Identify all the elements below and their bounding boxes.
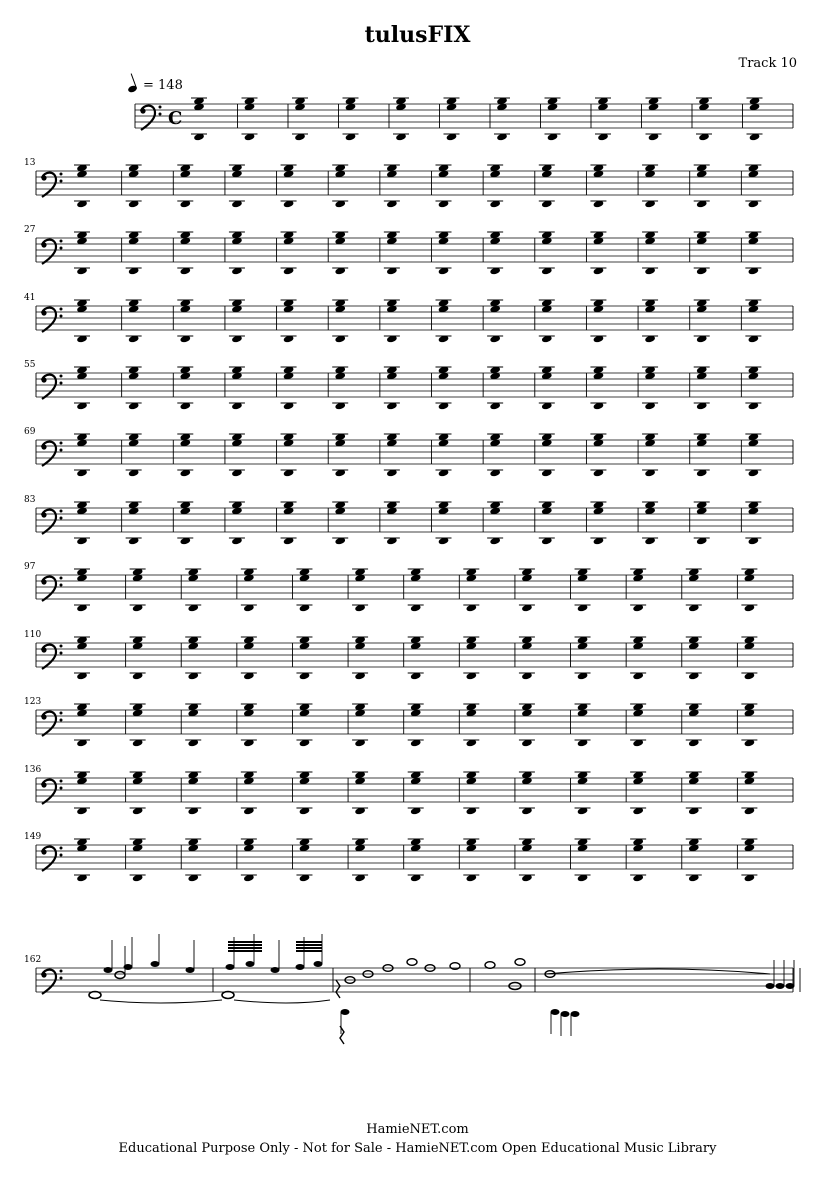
notehead [186, 967, 195, 973]
measure-number: 136 [24, 765, 42, 775]
bass-clef-icon [41, 847, 62, 872]
notehead [485, 962, 495, 969]
measure-number: 123 [24, 697, 42, 707]
tempo-label: = 148 [143, 78, 183, 93]
tie [234, 1000, 330, 1003]
measure-number: 55 [24, 360, 36, 370]
notehead [561, 1011, 570, 1017]
measure-number: 149 [24, 832, 42, 842]
notehead [151, 961, 160, 967]
measure-number: 162 [24, 955, 42, 965]
notehead [296, 964, 305, 970]
whole-note [222, 992, 234, 999]
bass-clef-icon [41, 442, 62, 467]
notehead [515, 959, 525, 966]
bass-clef-icon [41, 375, 62, 400]
notehead [226, 964, 235, 970]
measure-number: 69 [24, 427, 36, 437]
bass-clef-icon [41, 780, 62, 805]
measure-number: 41 [24, 293, 36, 303]
notehead [341, 1009, 350, 1015]
bass-clef-icon [140, 106, 161, 131]
notehead [407, 959, 417, 966]
notehead [571, 1011, 580, 1017]
time-signature-c: C [168, 108, 183, 129]
footer-site: HamieNET.com [366, 1122, 469, 1137]
notehead [766, 983, 775, 989]
bass-clef-icon [41, 240, 62, 265]
measure-number: 13 [24, 158, 36, 168]
measure-number: 110 [24, 630, 42, 640]
notehead [776, 983, 785, 989]
bass-clef-icon [41, 712, 62, 737]
notehead [786, 983, 795, 989]
notehead [104, 967, 113, 973]
quarter-rest [336, 980, 340, 998]
measure-number: 83 [24, 495, 36, 505]
half-note [115, 972, 125, 979]
measure-number: 27 [24, 225, 36, 235]
notehead [271, 967, 280, 973]
bass-clef-icon [41, 970, 62, 995]
bass-clef-icon [41, 308, 62, 333]
notehead [246, 961, 255, 967]
bass-clef-icon [41, 577, 62, 602]
slur [545, 969, 770, 974]
notehead [314, 961, 323, 967]
notehead [551, 1009, 560, 1015]
bass-clef-icon [41, 173, 62, 198]
bass-clef-icon [41, 510, 62, 535]
footer-note: Educational Purpose Only - Not for Sale - HamieNET.com Open Educational Music Library [118, 1141, 717, 1156]
tie [100, 1000, 222, 1003]
measure-number: 97 [24, 562, 36, 572]
score-title: tulusFIX [364, 22, 471, 48]
whole-note [89, 992, 101, 999]
track-label: Track 10 [738, 56, 797, 71]
bass-clef-icon [41, 645, 62, 670]
